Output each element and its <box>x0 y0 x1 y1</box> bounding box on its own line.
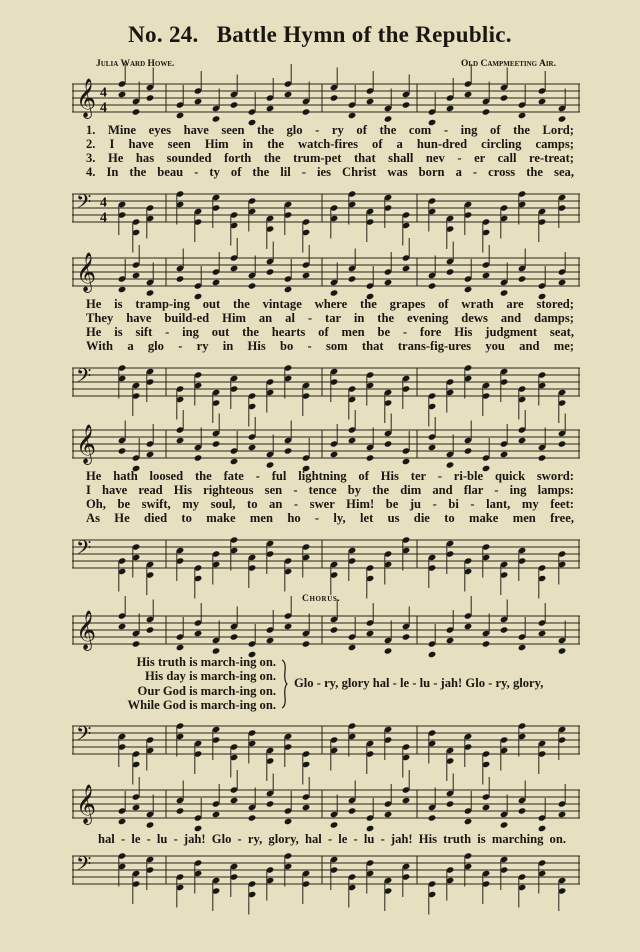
svg-text:𝄞: 𝄞 <box>76 784 97 825</box>
tune-credit: Old Campmeeting Air. <box>461 59 556 69</box>
chorus-verse-endings <box>96 655 276 713</box>
bass-staff-3 <box>72 532 580 582</box>
lyric-line: With a glo - ry in His bo - som that trans-fig-ures you and me; <box>86 339 574 353</box>
svg-text:𝄞: 𝄞 <box>76 252 97 293</box>
lyric-line: I have read His righteous sen - tence by the dim and flar - ing lamps: <box>86 483 574 497</box>
chorus-ending-line: His truth is march-ing on. <box>136 655 276 669</box>
svg-text:𝄢: 𝄢 <box>76 852 92 881</box>
music-system-3 <box>72 422 580 592</box>
treble-staff-5 <box>72 782 580 832</box>
svg-text:𝄞: 𝄞 <box>76 424 97 465</box>
hymn-number: No. 24. <box>128 22 199 47</box>
lyric-line: Oh, be swift, my soul, to an - swer Him! be ju - bi - lant, my feet: <box>86 497 574 511</box>
svg-text:𝄢: 𝄢 <box>76 536 92 565</box>
bass-staff-5 <box>72 848 580 898</box>
music-system-5 <box>72 782 580 952</box>
chorus-lyrics <box>72 655 580 715</box>
treble-staff-4 <box>72 608 580 658</box>
lyric-line: hal - le - lu - jah! Glo - ry, glory, hal - le - lu - jah! His truth is marching on. <box>98 832 566 846</box>
chorus-refrain: Glo - ry, glory hal - le - lu - jah! Glo - ry, glory, <box>294 676 544 690</box>
chorus-ending-line: Our God is march-ing on. <box>137 683 276 698</box>
chorus-ending-line: His day is march-ing on. <box>145 669 276 684</box>
lyric-line: They have build-ed Him an al - tar in the evening dews and damps; <box>86 311 574 325</box>
lyric-line: He is tramp-ing out the vintage where the grapes of wrath are stored; <box>86 297 574 311</box>
svg-text:𝄢: 𝄢 <box>76 190 92 219</box>
svg-text:4: 4 <box>100 100 107 116</box>
lyric-line: 1. Mine eyes have seen the glo - ry of the com - ing of the Lord; <box>86 123 574 137</box>
bass-staff-4 <box>72 718 580 768</box>
lyric-line: He is sift - ing out the hearts of men be - fore His judgment seat, <box>86 325 574 339</box>
svg-text:𝄢: 𝄢 <box>76 722 92 751</box>
svg-text:4: 4 <box>100 210 107 226</box>
lyric-line: 3. He has sounded forth the trum-pet that shall nev - er call re-treat; <box>86 151 574 165</box>
hymn-header <box>0 22 640 48</box>
svg-text:𝄞: 𝄞 <box>76 610 97 651</box>
music-system-2 <box>72 250 580 420</box>
music-system-1 <box>72 76 580 246</box>
lyric-line: He hath loosed the fate - ful lightning of His ter - ri-ble quick sword: <box>86 469 574 483</box>
svg-text:𝄞: 𝄞 <box>76 78 97 119</box>
lyric-line: As He died to make men ho - ly, let us die to make men free, <box>86 511 574 525</box>
chorus-ending-line: While God is march-ing on. <box>127 698 276 713</box>
lyric-line: 4. In the beau - ty of the lil - ies Christ was born a - cross the sea, <box>86 165 574 179</box>
bass-staff-2 <box>72 360 580 410</box>
treble-staff-2 <box>72 250 580 300</box>
music-system-4 <box>72 608 580 778</box>
treble-staff-3 <box>72 422 580 472</box>
bass-staff-1 <box>72 186 580 236</box>
svg-text:4: 4 <box>100 85 107 101</box>
lyric-line: 2. I have seen Him in the watch-fires of a hun-dred circling camps; <box>86 137 574 151</box>
treble-staff-1 <box>72 76 580 126</box>
hymn-title: Battle Hymn of the Republic. <box>216 22 512 47</box>
svg-text:4: 4 <box>100 195 107 211</box>
chorus-label: Chorus. <box>302 594 341 604</box>
author-credit: Julia Ward Howe. <box>96 59 175 69</box>
svg-text:𝄢: 𝄢 <box>76 364 92 393</box>
brace-icon <box>280 659 288 709</box>
